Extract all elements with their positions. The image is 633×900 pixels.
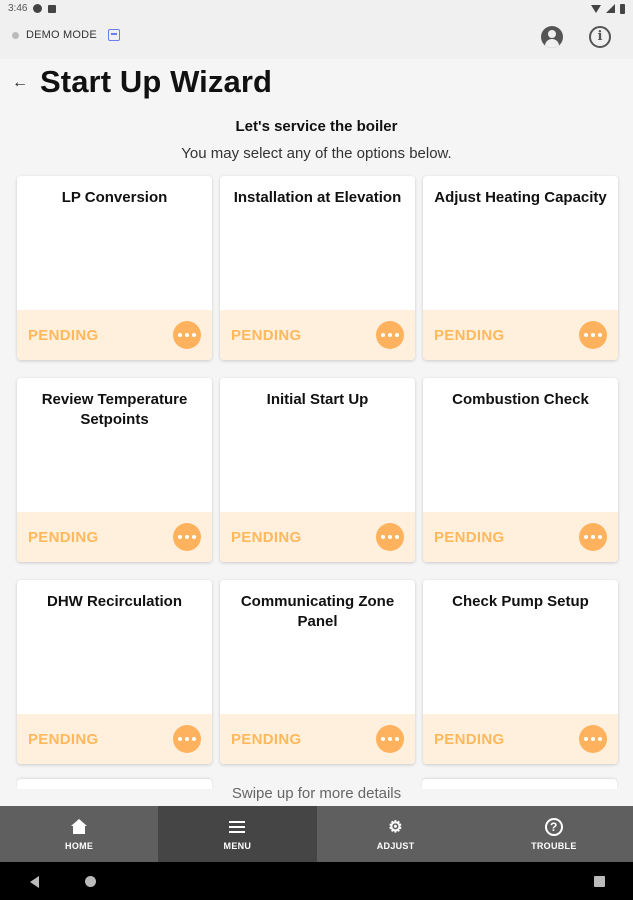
wizard-card[interactable] [17,580,212,764]
exit-demo-icon[interactable] [108,29,120,41]
status-badge: PENDING [434,731,505,748]
card-title: DHW Recirculation [46,593,182,610]
wizard-card[interactable] [423,378,618,562]
system-nav-bar [0,862,633,900]
status-badge: PENDING [231,731,302,748]
demo-status-dot-icon [12,32,19,39]
wizard-card[interactable] [220,176,415,360]
nav-adjust[interactable] [317,806,475,862]
card-footer [220,512,415,562]
home-icon [71,817,87,837]
more-options-icon[interactable] [579,725,607,753]
card-footer [220,714,415,764]
more-options-icon[interactable] [579,321,607,349]
status-badge: PENDING [231,327,302,344]
notification-icon [48,5,56,13]
wifi-icon [591,5,601,13]
more-options-icon[interactable] [173,321,201,349]
card-footer [220,310,415,360]
status-bar [0,0,633,17]
more-options-icon[interactable] [376,321,404,349]
wizard-options-grid [17,176,617,764]
status-badge: PENDING [28,529,99,546]
system-home-icon[interactable] [85,876,96,887]
demo-mode[interactable] [12,29,120,41]
bottom-nav [0,806,633,862]
wizard-card[interactable] [423,580,618,764]
status-badge: PENDING [231,529,302,546]
card-footer [17,512,212,562]
demo-mode-label: DEMO MODE [26,29,97,41]
card-title: LP Conversion [61,189,168,206]
system-back-icon[interactable] [30,876,39,888]
sync-icon [33,4,42,13]
nav-trouble[interactable] [475,806,633,862]
system-recents-icon[interactable] [594,876,605,887]
swipe-hint: Swipe up for more details [231,785,402,802]
card-footer [423,512,618,562]
card-title: Installation at Elevation [233,189,402,206]
card-title: Communicating Zone Panel [240,593,395,630]
signal-icon [606,4,615,13]
nav-home[interactable] [0,806,158,862]
card-title: Adjust Heating Capacity [434,189,607,206]
nav-menu[interactable] [158,806,316,862]
status-time: 3:46 [8,3,28,14]
more-options-icon[interactable] [579,523,607,551]
page-helper-text: You may select any of the options below. [181,145,452,162]
more-options-icon[interactable] [173,725,201,753]
page-title: Start Up Wizard [40,64,273,99]
more-options-icon[interactable] [376,725,404,753]
more-options-icon[interactable] [376,523,404,551]
nav-label: MENU [223,841,252,851]
back-arrow-icon[interactable]: ← [12,74,28,91]
info-icon[interactable]: i [589,26,611,48]
card-footer [17,714,212,764]
status-badge: PENDING [434,327,505,344]
battery-icon [620,4,625,14]
nav-label: TROUBLE [531,841,577,851]
page-subtitle: Let's service the boiler [235,118,398,135]
card-footer [17,310,212,360]
card-title: Combustion Check [452,391,589,408]
help-icon: ? [545,817,563,837]
account-icon[interactable] [541,26,563,48]
wizard-card[interactable] [220,580,415,764]
gear-icon: ⚙ [388,819,403,836]
wizard-card[interactable] [220,378,415,562]
card-footer [423,310,618,360]
card-title: Initial Start Up [266,391,369,408]
card-title: Review Temperature Setpoints [41,391,188,428]
more-options-icon[interactable] [173,523,201,551]
status-badge: PENDING [28,731,99,748]
card-title: Check Pump Setup [452,593,589,610]
menu-icon [229,817,245,837]
status-badge: PENDING [434,529,505,546]
nav-label: ADJUST [376,841,415,851]
nav-label: HOME [65,841,94,851]
card-footer [423,714,618,764]
wizard-card[interactable] [17,378,212,562]
wizard-card[interactable] [423,176,618,360]
status-badge: PENDING [28,327,99,344]
wizard-card[interactable] [17,176,212,360]
app-header [0,17,633,59]
